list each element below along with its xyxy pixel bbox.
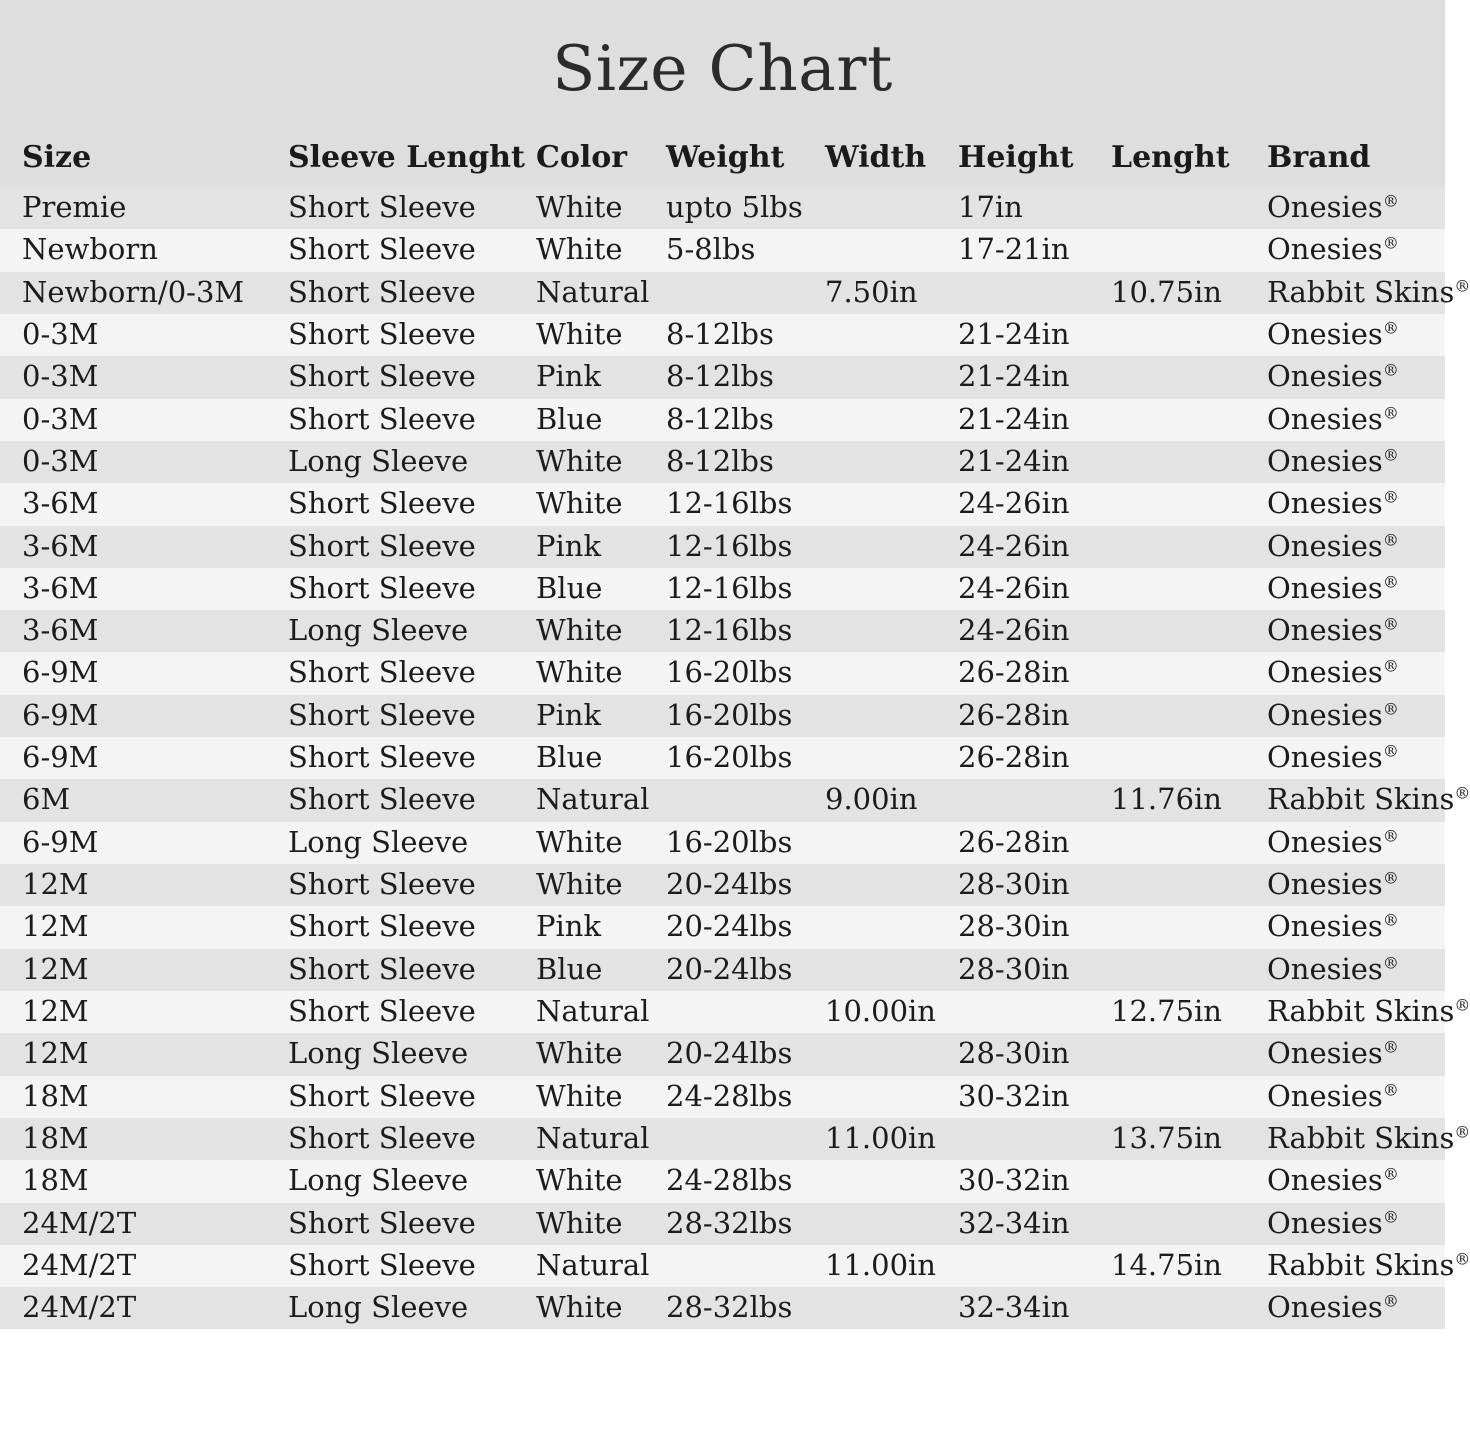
cell-width <box>815 1203 950 1245</box>
cell-color: White <box>530 1076 660 1118</box>
cell-color: White <box>530 483 660 525</box>
header-row <box>0 136 1445 187</box>
cell-height <box>950 272 1103 314</box>
table-row <box>0 1118 1445 1160</box>
title-band <box>0 0 1445 136</box>
cell-weight <box>660 272 815 314</box>
cell-color: Pink <box>530 356 660 398</box>
cell-sleeve-lenght: Short Sleeve <box>258 737 530 779</box>
cell-lenght <box>1103 652 1257 694</box>
cell-lenght <box>1103 1203 1257 1245</box>
cell-sleeve-lenght: Short Sleeve <box>258 229 530 271</box>
cell-sleeve-lenght: Short Sleeve <box>258 864 530 906</box>
cell-color: White <box>530 610 660 652</box>
cell-sleeve-lenght: Short Sleeve <box>258 1245 530 1287</box>
cell-lenght <box>1103 695 1257 737</box>
table-row <box>0 1203 1445 1245</box>
cell-sleeve-lenght: Short Sleeve <box>258 949 530 991</box>
cell-weight: 20-24lbs <box>660 949 815 991</box>
cell-brand: Rabbit Skins® <box>1257 1245 1445 1287</box>
cell-sleeve-lenght: Short Sleeve <box>258 526 530 568</box>
cell-weight: 8-12lbs <box>660 314 815 356</box>
cell-height: 24-26in <box>950 610 1103 652</box>
cell-color: White <box>530 314 660 356</box>
cell-brand: Onesies® <box>1257 187 1445 229</box>
cell-sleeve-lenght: Short Sleeve <box>258 187 530 229</box>
cell-weight: 24-28lbs <box>660 1160 815 1202</box>
cell-height: 26-28in <box>950 695 1103 737</box>
cell-sleeve-lenght: Long Sleeve <box>258 1160 530 1202</box>
cell-width <box>815 441 950 483</box>
cell-width <box>815 906 950 948</box>
table-row <box>0 483 1445 525</box>
cell-weight: 5-8lbs <box>660 229 815 271</box>
cell-lenght <box>1103 441 1257 483</box>
cell-weight: 28-32lbs <box>660 1203 815 1245</box>
cell-size: 6-9M <box>0 652 258 694</box>
table-row <box>0 949 1445 991</box>
cell-sleeve-lenght: Long Sleeve <box>258 1033 530 1075</box>
cell-size: 24M/2T <box>0 1245 258 1287</box>
cell-height: 21-24in <box>950 399 1103 441</box>
cell-height: 17in <box>950 187 1103 229</box>
table-row <box>0 991 1445 1033</box>
cell-width <box>815 1160 950 1202</box>
table-row <box>0 1076 1445 1118</box>
cell-sleeve-lenght: Short Sleeve <box>258 652 530 694</box>
cell-width <box>815 610 950 652</box>
cell-weight: 12-16lbs <box>660 526 815 568</box>
cell-color: White <box>530 1203 660 1245</box>
cell-lenght <box>1103 610 1257 652</box>
cell-height: 24-26in <box>950 526 1103 568</box>
cell-weight: upto 5lbs <box>660 187 815 229</box>
cell-brand: Onesies® <box>1257 356 1445 398</box>
cell-brand: Onesies® <box>1257 441 1445 483</box>
cell-lenght <box>1103 1287 1257 1329</box>
table-row <box>0 652 1445 694</box>
cell-lenght <box>1103 568 1257 610</box>
cell-color: White <box>530 1160 660 1202</box>
cell-height: 21-24in <box>950 314 1103 356</box>
cell-weight: 16-20lbs <box>660 822 815 864</box>
table-row <box>0 314 1445 356</box>
cell-lenght: 14.75in <box>1103 1245 1257 1287</box>
cell-sleeve-lenght: Short Sleeve <box>258 1118 530 1160</box>
table-row <box>0 187 1445 229</box>
cell-brand: Rabbit Skins® <box>1257 779 1445 821</box>
table-row <box>0 610 1445 652</box>
cell-size: Premie <box>0 187 258 229</box>
cell-color: White <box>530 864 660 906</box>
cell-sleeve-lenght: Long Sleeve <box>258 441 530 483</box>
cell-size: 6-9M <box>0 695 258 737</box>
cell-lenght <box>1103 949 1257 991</box>
column-header-height: Height <box>950 136 1103 187</box>
cell-size: 18M <box>0 1118 258 1160</box>
cell-width <box>815 314 950 356</box>
table-row <box>0 1245 1445 1287</box>
cell-brand: Onesies® <box>1257 1287 1445 1329</box>
cell-color: White <box>530 229 660 271</box>
cell-color: Pink <box>530 906 660 948</box>
cell-height: 26-28in <box>950 822 1103 864</box>
cell-sleeve-lenght: Short Sleeve <box>258 1203 530 1245</box>
cell-width: 11.00in <box>815 1245 950 1287</box>
cell-brand: Onesies® <box>1257 483 1445 525</box>
cell-lenght <box>1103 229 1257 271</box>
cell-weight: 16-20lbs <box>660 695 815 737</box>
cell-size: 12M <box>0 864 258 906</box>
cell-sleeve-lenght: Short Sleeve <box>258 399 530 441</box>
cell-weight <box>660 779 815 821</box>
table-row <box>0 1160 1445 1202</box>
cell-weight: 8-12lbs <box>660 356 815 398</box>
cell-color: Pink <box>530 526 660 568</box>
cell-brand: Rabbit Skins® <box>1257 991 1445 1033</box>
cell-color: Blue <box>530 949 660 991</box>
cell-width <box>815 399 950 441</box>
table-header <box>0 136 1445 187</box>
cell-lenght: 13.75in <box>1103 1118 1257 1160</box>
cell-brand: Rabbit Skins® <box>1257 272 1445 314</box>
cell-brand: Onesies® <box>1257 1203 1445 1245</box>
cell-weight: 20-24lbs <box>660 1033 815 1075</box>
cell-lenght <box>1103 822 1257 864</box>
cell-color: Blue <box>530 737 660 779</box>
cell-size: 18M <box>0 1160 258 1202</box>
table-row <box>0 526 1445 568</box>
cell-size: 12M <box>0 1033 258 1075</box>
table-row <box>0 568 1445 610</box>
cell-lenght <box>1103 483 1257 525</box>
cell-sleeve-lenght: Short Sleeve <box>258 356 530 398</box>
cell-width <box>815 949 950 991</box>
cell-sleeve-lenght: Short Sleeve <box>258 906 530 948</box>
table-row <box>0 864 1445 906</box>
cell-height: 24-26in <box>950 568 1103 610</box>
cell-width <box>815 695 950 737</box>
cell-width <box>815 568 950 610</box>
cell-size: 24M/2T <box>0 1287 258 1329</box>
cell-width <box>815 864 950 906</box>
cell-weight: 12-16lbs <box>660 610 815 652</box>
table-row <box>0 272 1445 314</box>
cell-color: Natural <box>530 991 660 1033</box>
cell-lenght <box>1103 399 1257 441</box>
table-row <box>0 822 1445 864</box>
cell-width <box>815 652 950 694</box>
cell-color: White <box>530 441 660 483</box>
cell-color: Natural <box>530 1245 660 1287</box>
cell-height: 24-26in <box>950 483 1103 525</box>
cell-lenght: 11.76in <box>1103 779 1257 821</box>
cell-weight: 16-20lbs <box>660 737 815 779</box>
cell-height: 30-32in <box>950 1076 1103 1118</box>
table-row <box>0 229 1445 271</box>
cell-size: 18M <box>0 1076 258 1118</box>
cell-width <box>815 737 950 779</box>
cell-weight: 8-12lbs <box>660 441 815 483</box>
cell-height: 28-30in <box>950 949 1103 991</box>
cell-size: 3-6M <box>0 526 258 568</box>
cell-height: 28-30in <box>950 906 1103 948</box>
table-row <box>0 737 1445 779</box>
cell-height <box>950 779 1103 821</box>
cell-sleeve-lenght: Short Sleeve <box>258 272 530 314</box>
cell-size: 3-6M <box>0 610 258 652</box>
table-row <box>0 399 1445 441</box>
cell-height: 32-34in <box>950 1287 1103 1329</box>
cell-width: 11.00in <box>815 1118 950 1160</box>
cell-weight: 28-32lbs <box>660 1287 815 1329</box>
table-body <box>0 187 1470 1329</box>
cell-height: 17-21in <box>950 229 1103 271</box>
cell-color: Blue <box>530 568 660 610</box>
cell-brand: Onesies® <box>1257 610 1445 652</box>
cell-weight: 24-28lbs <box>660 1076 815 1118</box>
column-header-lenght: Lenght <box>1103 136 1257 187</box>
cell-color: White <box>530 652 660 694</box>
cell-weight <box>660 991 815 1033</box>
cell-lenght <box>1103 1160 1257 1202</box>
cell-width <box>815 229 950 271</box>
cell-color: White <box>530 1033 660 1075</box>
column-header-color: Color <box>530 136 660 187</box>
table-row <box>0 1033 1445 1075</box>
cell-size: Newborn <box>0 229 258 271</box>
cell-size: 6-9M <box>0 822 258 864</box>
cell-height: 30-32in <box>950 1160 1103 1202</box>
cell-brand: Onesies® <box>1257 568 1445 610</box>
cell-weight: 20-24lbs <box>660 864 815 906</box>
cell-height: 21-24in <box>950 356 1103 398</box>
cell-brand: Onesies® <box>1257 229 1445 271</box>
cell-lenght: 10.75in <box>1103 272 1257 314</box>
cell-sleeve-lenght: Short Sleeve <box>258 568 530 610</box>
cell-height: 26-28in <box>950 737 1103 779</box>
column-header-width: Width <box>815 136 950 187</box>
cell-sleeve-lenght: Long Sleeve <box>258 1287 530 1329</box>
cell-height <box>950 1245 1103 1287</box>
cell-brand: Onesies® <box>1257 1160 1445 1202</box>
cell-height <box>950 1118 1103 1160</box>
column-header-weight: Weight <box>660 136 815 187</box>
cell-width <box>815 822 950 864</box>
cell-lenght <box>1103 314 1257 356</box>
cell-brand: Onesies® <box>1257 822 1445 864</box>
cell-color: White <box>530 822 660 864</box>
size-chart-table <box>0 136 1470 1329</box>
cell-width <box>815 1287 950 1329</box>
cell-lenght <box>1103 1033 1257 1075</box>
cell-lenght <box>1103 356 1257 398</box>
cell-brand: Onesies® <box>1257 949 1445 991</box>
cell-brand: Onesies® <box>1257 1076 1445 1118</box>
cell-size: 6-9M <box>0 737 258 779</box>
table-row <box>0 441 1445 483</box>
table-row <box>0 356 1445 398</box>
cell-width <box>815 356 950 398</box>
cell-lenght: 12.75in <box>1103 991 1257 1033</box>
cell-brand: Onesies® <box>1257 906 1445 948</box>
cell-color: White <box>530 1287 660 1329</box>
cell-width: 10.00in <box>815 991 950 1033</box>
cell-color: Natural <box>530 272 660 314</box>
cell-width <box>815 187 950 229</box>
cell-weight: 20-24lbs <box>660 906 815 948</box>
cell-brand: Rabbit Skins® <box>1257 1118 1445 1160</box>
page-title: Size Chart <box>552 31 893 105</box>
cell-lenght <box>1103 864 1257 906</box>
cell-brand: Onesies® <box>1257 695 1445 737</box>
cell-weight: 12-16lbs <box>660 483 815 525</box>
cell-sleeve-lenght: Long Sleeve <box>258 822 530 864</box>
cell-lenght <box>1103 526 1257 568</box>
cell-size: 0-3M <box>0 356 258 398</box>
cell-width <box>815 526 950 568</box>
cell-color: Blue <box>530 399 660 441</box>
cell-color: Pink <box>530 695 660 737</box>
cell-sleeve-lenght: Long Sleeve <box>258 610 530 652</box>
cell-brand: Onesies® <box>1257 399 1445 441</box>
cell-sleeve-lenght: Short Sleeve <box>258 483 530 525</box>
cell-height: 32-34in <box>950 1203 1103 1245</box>
cell-brand: Onesies® <box>1257 1033 1445 1075</box>
cell-sleeve-lenght: Short Sleeve <box>258 779 530 821</box>
cell-lenght <box>1103 187 1257 229</box>
cell-weight: 12-16lbs <box>660 568 815 610</box>
cell-size: 3-6M <box>0 568 258 610</box>
cell-brand: Onesies® <box>1257 864 1445 906</box>
cell-color: Natural <box>530 779 660 821</box>
cell-size: 12M <box>0 991 258 1033</box>
cell-sleeve-lenght: Short Sleeve <box>258 991 530 1033</box>
cell-height <box>950 991 1103 1033</box>
cell-size: Newborn/0-3M <box>0 272 258 314</box>
cell-height: 26-28in <box>950 652 1103 694</box>
cell-weight <box>660 1245 815 1287</box>
cell-lenght <box>1103 906 1257 948</box>
cell-weight <box>660 1118 815 1160</box>
table-row <box>0 1287 1445 1329</box>
cell-sleeve-lenght: Short Sleeve <box>258 1076 530 1118</box>
table-row <box>0 779 1445 821</box>
cell-weight: 16-20lbs <box>660 652 815 694</box>
cell-size: 12M <box>0 949 258 991</box>
cell-brand: Onesies® <box>1257 652 1445 694</box>
cell-width <box>815 1076 950 1118</box>
cell-size: 24M/2T <box>0 1203 258 1245</box>
cell-size: 0-3M <box>0 441 258 483</box>
cell-width <box>815 483 950 525</box>
column-header-size: Size <box>0 136 258 187</box>
cell-size: 0-3M <box>0 399 258 441</box>
cell-size: 6M <box>0 779 258 821</box>
cell-lenght <box>1103 1076 1257 1118</box>
cell-height: 21-24in <box>950 441 1103 483</box>
cell-height: 28-30in <box>950 864 1103 906</box>
column-header-sleeve-lenght: Sleeve Lenght <box>258 136 530 187</box>
cell-brand: Onesies® <box>1257 737 1445 779</box>
cell-brand: Onesies® <box>1257 314 1445 356</box>
cell-weight: 8-12lbs <box>660 399 815 441</box>
cell-color: Natural <box>530 1118 660 1160</box>
cell-size: 3-6M <box>0 483 258 525</box>
cell-width: 7.50in <box>815 272 950 314</box>
column-header-brand: Brand <box>1257 136 1445 187</box>
cell-sleeve-lenght: Short Sleeve <box>258 314 530 356</box>
cell-size: 12M <box>0 906 258 948</box>
cell-height: 28-30in <box>950 1033 1103 1075</box>
cell-width: 9.00in <box>815 779 950 821</box>
cell-size: 0-3M <box>0 314 258 356</box>
cell-width <box>815 1033 950 1075</box>
cell-lenght <box>1103 737 1257 779</box>
cell-sleeve-lenght: Short Sleeve <box>258 695 530 737</box>
table-row <box>0 906 1445 948</box>
cell-color: White <box>530 187 660 229</box>
cell-brand: Onesies® <box>1257 526 1445 568</box>
table-row <box>0 695 1445 737</box>
